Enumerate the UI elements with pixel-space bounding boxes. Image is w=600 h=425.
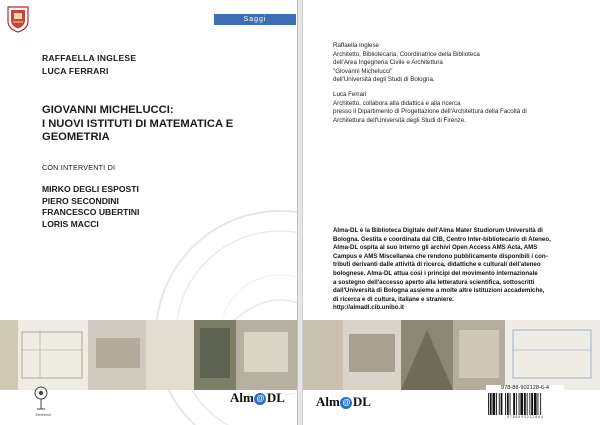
description-line: dall'Università di Bologna assieme a molte altre istituzioni accademiche, <box>333 287 545 295</box>
title-line: GEOMETRIA <box>42 131 110 144</box>
logo-text-suffix: DL <box>266 390 285 405</box>
contributor-name: FRANCESCO UBERTINI <box>42 207 140 218</box>
at-sign-icon: @ <box>254 393 266 405</box>
contributors-label: CON INTERVENTI DI <box>42 163 116 172</box>
barcode-icon <box>488 393 562 415</box>
book-title <box>42 104 282 145</box>
description-line: a sostegno dell'accesso aperto alla letteratura scientifica, sottoscritti <box>333 278 535 286</box>
logo-text-prefix: Alm <box>316 394 340 409</box>
university-seal-icon <box>6 5 30 33</box>
bio-line: "Giovanni Michelucci" <box>333 67 393 75</box>
bio-line: presso il Dipartimento di Progettazione dell'Architettura della Facoltà di <box>333 108 527 116</box>
title-line: I NUOVI ISTITUTI DI MATEMATICA E <box>42 117 234 130</box>
bio-line: dell'Università degli Studi di Bologna. <box>333 76 435 84</box>
author-name: RAFFAELLA INGLESE <box>42 53 137 63</box>
bio-line: Architetto, Bibliotecaria, Coordinatrice della Biblioteca <box>333 50 480 58</box>
description-line: di ricerca e di cultura, italiane e straniere. <box>333 295 454 303</box>
description-line: Alma-DL è la Biblioteca Digitale dell'Alma Mater Studiorum Università di <box>333 227 543 234</box>
description-line: tributi derivanti dalle attività di ricerca, didattiche e culturali dell'ateneo <box>333 261 541 269</box>
description-line: bolognese. Alma-DL attua così i principi del movimento internazionale <box>333 269 538 277</box>
logo-text-prefix: Alm <box>230 390 254 405</box>
bio-line: Architetto, collabora alla didattica e alla ricerca <box>333 99 461 107</box>
front-cover <box>0 0 297 425</box>
almadl-logo <box>316 394 371 410</box>
almadl-url: http://almadl.cib.unibo.it <box>333 304 404 312</box>
almadl-description <box>333 227 583 313</box>
contributor-name: MIRKO DEGLI ESPOSTI <box>42 184 139 194</box>
bio-line: Luca Ferrari <box>333 91 367 98</box>
publisher-logo-icon <box>33 383 49 413</box>
description-line: Alma-DL ospita al suo interno gli archivi Open Access AMS Acta, AMS <box>333 244 538 252</box>
at-sign-icon: @ <box>340 397 352 409</box>
almadl-logo <box>230 390 285 406</box>
architecture-photo-strip <box>303 320 600 390</box>
author-bio-inglese <box>333 42 573 85</box>
contributor-list <box>42 184 139 230</box>
isbn-number: 978-88-902128-6-4 <box>501 385 549 391</box>
description-line: Bologna. Gestita e coordinata dal CIB, Centro Inter-bibliotecario di Ateneo, <box>333 235 551 243</box>
description-line: Campus e AMS Miscellanea che rendono pubblicamente disponibili i con- <box>333 252 548 260</box>
author-bio-ferrari <box>333 91 573 125</box>
series-badge: Saggi <box>214 14 296 25</box>
title-line: GIOVANNI MICHELUCCI: <box>42 104 174 116</box>
isbn-digits: 9 7 8 8 8 9 0 2 1 2 8 6 4 <box>507 415 543 419</box>
isbn-barcode <box>486 385 564 421</box>
contributor-name: PIERO SECONDINI <box>42 195 119 206</box>
author-list <box>42 52 136 78</box>
bio-line: Raffaella Inglese <box>333 42 379 49</box>
bio-line: Architettura dell'Università degli Studi di Firenze. <box>333 116 466 124</box>
bio-line: dell'Area Ingegneria Civile e Architettura <box>333 59 443 67</box>
contributor-name: LORIS MACCI <box>42 218 99 229</box>
publisher-name: Emtrend <box>35 412 51 417</box>
logo-text-suffix: DL <box>352 394 371 409</box>
author-name: LUCA FERRARI <box>42 66 109 76</box>
architecture-photo-strip <box>0 320 297 390</box>
